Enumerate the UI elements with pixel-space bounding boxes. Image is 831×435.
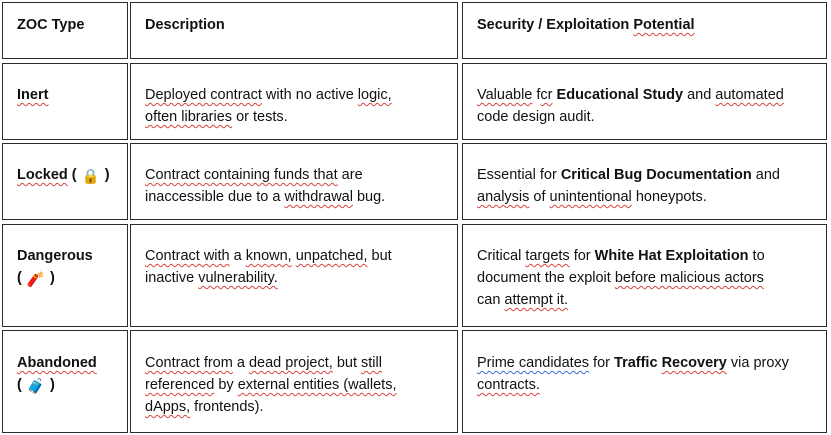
desc-text: Contract containing funds that <box>145 167 338 183</box>
row-abandoned-type <box>2 330 128 433</box>
desc-text: external entities (wallets, <box>237 377 397 393</box>
desc-text: Deployed contract <box>145 87 262 103</box>
sec-text: Essential for <box>477 167 561 183</box>
row-inert-security <box>462 63 827 140</box>
header-description <box>130 2 458 59</box>
desc-text: frontends). <box>190 399 264 415</box>
header-description-text: Description <box>145 17 225 33</box>
desc-text: bug. <box>352 189 386 205</box>
sec-text: before malicious actors <box>614 270 764 286</box>
desc-text: vulnerability. <box>198 270 278 286</box>
row-locked-description <box>130 143 458 220</box>
desc-text: referenced <box>145 377 215 393</box>
sec-text: cr <box>540 87 553 103</box>
sec-text: Prime candidates <box>477 355 590 371</box>
sec-text: targets <box>525 248 570 264</box>
sec-bold: Critical Bug Documentation <box>560 167 752 183</box>
desc-text: but <box>367 248 392 264</box>
desc-text: but <box>332 355 362 371</box>
type-locked: Locked <box>17 167 68 183</box>
row-inert-description <box>130 63 458 140</box>
desc-text: logic, <box>357 87 392 103</box>
desc-text: often libraries <box>145 109 233 125</box>
desc-text: dApps, <box>145 399 191 415</box>
sec-bold: Recovery <box>661 355 727 371</box>
desc-text: or tests. <box>232 109 288 125</box>
sec-text: of <box>529 189 550 205</box>
desc-text: withdrawal <box>284 189 353 205</box>
sec-bold: Traffic <box>614 355 662 371</box>
sec-text: can <box>477 292 505 308</box>
sec-text: analysis <box>477 189 530 205</box>
row-dangerous-description <box>130 224 458 327</box>
row-inert-type <box>2 63 128 140</box>
sec-text: and <box>683 87 716 103</box>
desc-text: a <box>232 355 249 371</box>
desc-text: still <box>361 355 382 371</box>
desc-text: Contract from <box>145 355 233 371</box>
firecracker-icon: 🧨 <box>26 272 45 288</box>
desc-text: inaccessible due to a <box>145 189 285 205</box>
row-locked-type <box>2 143 128 220</box>
lock-icon: 🔒 <box>81 169 100 185</box>
desc-text: a <box>229 248 246 264</box>
desc-text: inactive <box>145 270 199 286</box>
sec-text: Valuable <box>477 87 533 103</box>
desc-text: with no active <box>261 87 358 103</box>
sec-text: honeypots. <box>631 189 707 205</box>
sec-text: contracts. <box>477 377 540 393</box>
type-abandoned-paren-close: ) <box>45 377 55 393</box>
sec-text: attempt it. <box>504 292 569 308</box>
type-inert: Inert <box>17 87 49 103</box>
sec-text: f <box>532 87 541 103</box>
desc-text: dead project, <box>248 355 333 371</box>
desc-text: are <box>337 167 363 183</box>
sec-text: code design audit. <box>477 109 595 125</box>
sec-text: automated <box>715 87 784 103</box>
sec-bold: White Hat Exploitation <box>594 248 749 264</box>
header-zoc-type-text: ZOC Type <box>17 17 85 33</box>
sec-text: document the exploit <box>477 270 615 286</box>
type-dangerous-paren: ( <box>17 270 26 286</box>
sec-text: unintentional <box>549 189 632 205</box>
desc-text: by <box>214 377 238 393</box>
type-abandoned: Abandoned <box>17 355 97 371</box>
header-security-potential: Potential <box>633 17 695 33</box>
desc-text: Contract with <box>145 248 230 264</box>
row-abandoned-security <box>462 330 827 433</box>
type-locked-paren: ( <box>67 167 81 183</box>
luggage-icon: 🧳 <box>26 379 45 395</box>
type-dangerous: Dangerous <box>17 248 93 264</box>
row-abandoned-description <box>130 330 458 433</box>
sec-text: Critical <box>477 248 526 264</box>
sec-text: to <box>748 248 765 264</box>
header-security-text: Security / Exploitation <box>477 17 634 33</box>
type-dangerous-paren-close: ) <box>45 270 55 286</box>
row-dangerous-type <box>2 224 128 327</box>
header-zoc-type <box>2 2 128 59</box>
sec-text: via proxy <box>726 355 789 371</box>
desc-text: unpatched, <box>295 248 368 264</box>
sec-text: for <box>569 248 595 264</box>
row-locked-security <box>462 143 827 220</box>
sec-bold: Educational Study <box>556 87 684 103</box>
desc-text: known, <box>245 248 292 264</box>
type-locked-paren-close: ) <box>100 167 110 183</box>
header-security <box>462 2 827 59</box>
sec-text: for <box>589 355 615 371</box>
type-abandoned-paren: ( <box>17 377 26 393</box>
row-dangerous-security <box>462 224 827 327</box>
sec-text: and <box>751 167 780 183</box>
